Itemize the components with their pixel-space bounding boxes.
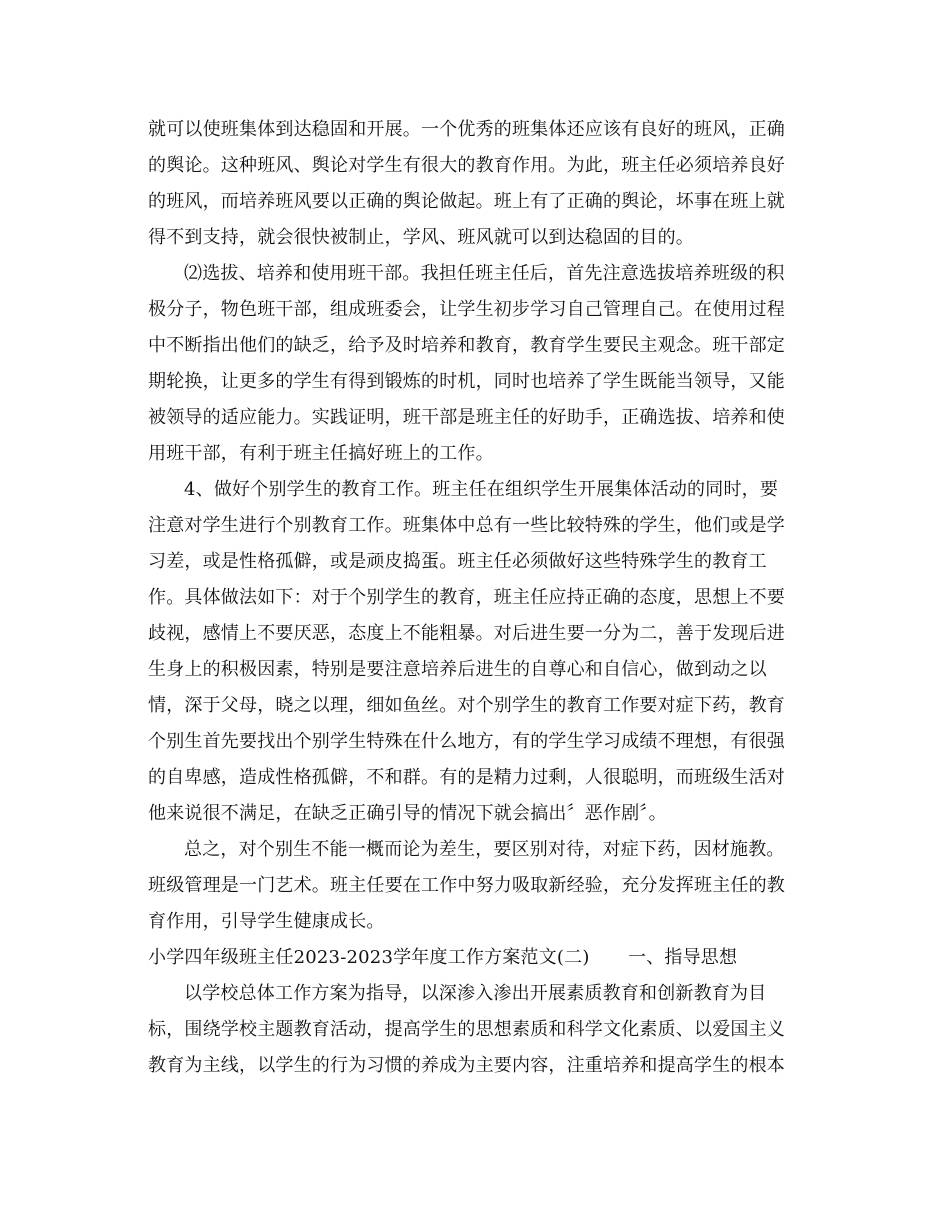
- paragraph-2-line-4: 期轮换，让更多的学生有得到锻炼的时机，同时也培养了学生既能当领导，又能: [148, 371, 785, 392]
- paragraph-1-line-1: 就可以使班集体到达稳固和开展。一个优秀的班集体还应该有良好的班风，正确: [148, 119, 785, 140]
- paragraph-3-line-3: 习差，或是性格孤僻，或是顽皮捣蛋。班主任必须做好这些特殊学生的教育工: [148, 551, 767, 572]
- paragraph-1-line-3: 的班风，而培养班风要以正确的舆论做起。班上有了正确的舆论，坏事在班上就: [148, 191, 785, 212]
- paragraph-3-line-8: 个别生首先要找出个别学生特殊在什么地方，有的学生学习成绩不理想，有很强: [148, 731, 785, 752]
- paragraph-4-line-2: 班级管理是一门艺术。班主任要在工作中努力吸取新经验，充分发挥班主任的教: [148, 875, 785, 896]
- paragraph-3-line-5: 歧视，感情上不要厌恶，态度上不能粗暴。对后进生要一分为二，善于发现后进: [148, 623, 785, 644]
- paragraph-4-line-1: 总之，对个别生不能一概而论为差生，要区别对待，对症下药，因材施教。: [184, 839, 785, 860]
- paragraph-3-line-4: 作。具体做法如下：对于个别学生的教育，班主任应持正确的态度，思想上不要: [148, 587, 785, 608]
- paragraph-2-line-3: 中不断指出他们的缺乏，给予及时培养和教育，教育学生要民主观念。班干部定: [148, 335, 785, 356]
- paragraph-3-line-7: 情，深于父母，晓之以理，细如鱼丝。对个别学生的教育工作要对症下药，教育: [148, 695, 785, 716]
- paragraph-2-line-6: 用班干部，有利于班主任搞好班上的工作。: [148, 443, 494, 464]
- paragraph-1-line-4: 得不到支持，就会很快被制止，学风、班风就可以到达稳固的目的。: [148, 227, 694, 248]
- paragraph-2-line-2: 极分子，物色班干部，组成班委会，让学生初步学习自己管理自己。在使用过程: [148, 299, 785, 320]
- paragraph-4-line-3: 育作用，引导学生健康成长。: [148, 911, 385, 932]
- paragraph-3-line-10: 他来说很不满足，在缺乏正确引导的情况下就会搞出〞恶作剧〞。: [148, 803, 667, 824]
- paragraph-3-line-6: 生身上的积极因素，特别是要注意培养后进生的自尊心和自信心，做到动之以: [148, 659, 767, 680]
- paragraph-1-line-2: 的舆论。这种班风、舆论对学生有很大的教育作用。为此，班主任必须培养良好: [148, 155, 785, 176]
- paragraph-5-line-2: 标，围绕学校主题教育活动，提高学生的思想素质和科学文化素质、以爱国主义: [148, 1019, 785, 1040]
- paragraph-2-line-1: ⑵选拔、培养和使用班干部。我担任班主任后，首先注意选拔培养班级的积: [184, 263, 785, 284]
- section-heading-title: 小学四年级班主任2023-2023学年度工作方案范文(二): [148, 947, 590, 968]
- paragraph-5-line-1: 以学校总体工作方案为指导，以深渗入渗出开展素质教育和创新教育为目: [184, 983, 767, 1004]
- paragraph-5-line-3: 教育为主线，以学生的行为习惯的养成为主要内容，注重培养和提高学生的根本: [148, 1055, 785, 1076]
- section-heading-subtitle: 一、指导思想: [628, 947, 738, 968]
- paragraph-3-line-2: 注意对学生进行个别教育工作。班集体中总有一些比较特殊的学生，他们或是学: [148, 515, 785, 536]
- paragraph-2-line-5: 被领导的适应能力。实践证明，班干部是班主任的好助手，正确选拔、培养和使: [148, 407, 785, 428]
- paragraph-3-line-1: 4、做好个别学生的教育工作。班主任在组织学生开展集体活动的同时，要: [184, 479, 779, 500]
- paragraph-3-line-9: 的自卑感，造成性格孤僻，不和群。有的是精力过剩，人很聪明，而班级生活对: [148, 767, 785, 788]
